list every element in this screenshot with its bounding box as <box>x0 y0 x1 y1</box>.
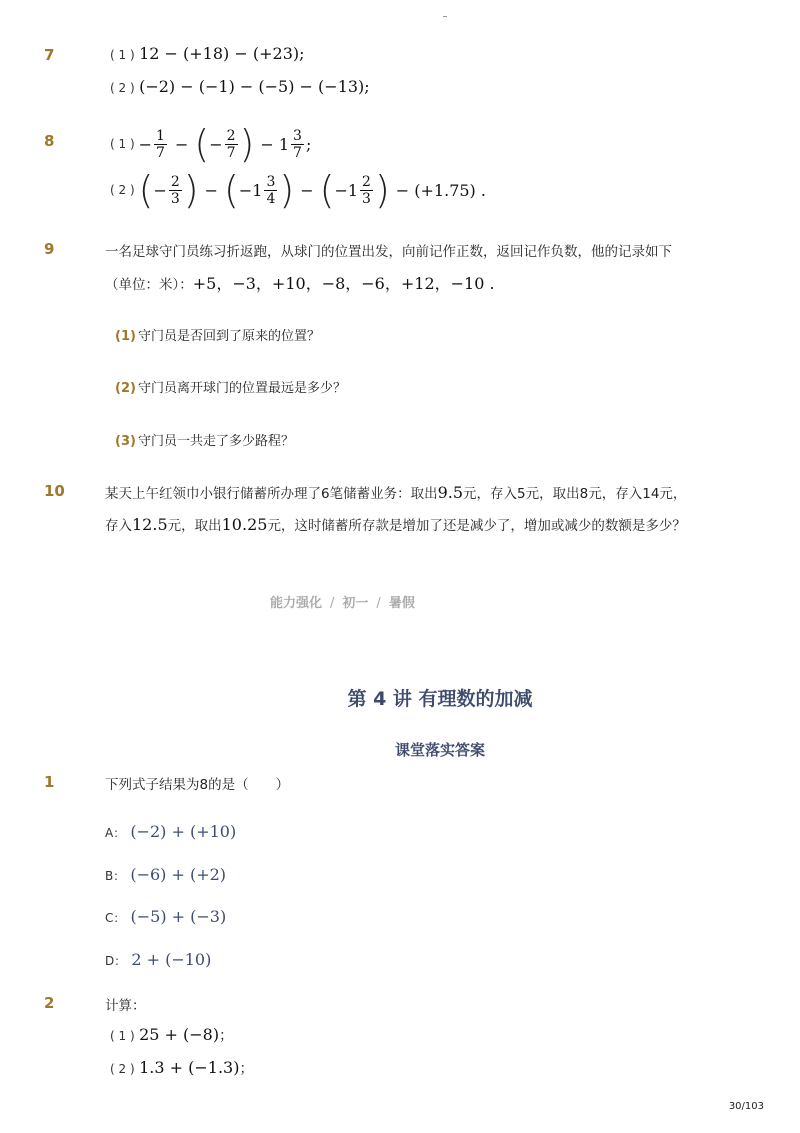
breadcrumb-item: 暑假 <box>388 596 415 611</box>
minus-sign: − <box>209 134 223 154</box>
breadcrumb-separator: / <box>376 596 381 611</box>
part-label: ( 2 ) <box>110 183 135 197</box>
fraction <box>291 128 304 161</box>
question-number: 7 <box>44 46 55 64</box>
math-expression: 1.3 + (−1.3) <box>139 1058 240 1077</box>
semicolon: ； <box>219 1028 234 1044</box>
part-label: ( 1 ) <box>110 48 135 62</box>
left-paren: ( <box>194 122 210 166</box>
q9-sub2 <box>115 377 346 396</box>
breadcrumb <box>270 592 415 611</box>
semicolon: ； <box>239 1061 254 1077</box>
sub-text: 守门员是否回到了原来的位置？ <box>137 329 320 344</box>
math-expression: 25 + (−8) <box>139 1025 220 1044</box>
numerator: 2 <box>170 173 180 190</box>
right-paren: ) <box>279 168 295 212</box>
q9-line1: 一名足球守门员练习折返跑，从球门的位置出发，向前记作正数，返回记作负数，他的记录如下 <box>105 244 672 260</box>
option-b <box>105 865 226 884</box>
q8-part1 <box>110 120 311 168</box>
q2-part2 <box>110 1058 253 1078</box>
option-a <box>105 822 236 841</box>
math-expression: (−2) − (−1) − (−5) − (−13); <box>139 77 370 96</box>
breadcrumb-item: 初一 <box>342 596 369 611</box>
operator: − <box>174 134 189 154</box>
left-paren: ( <box>319 168 335 212</box>
math-expression: 2 + (−10) <box>131 950 212 969</box>
math-expression: (−5) + (−3) <box>130 907 227 926</box>
math-number: 9.5 <box>437 483 464 502</box>
breadcrumb-item: 能力强化 <box>270 596 323 611</box>
mixed-whole: −1 <box>334 180 359 200</box>
text-segment: 元，取出 <box>167 518 222 534</box>
part-label: ( 1 ) <box>110 1029 135 1043</box>
part-label: ( 2 ) <box>110 1062 135 1076</box>
fraction <box>154 128 167 161</box>
right-paren: ) <box>183 168 199 212</box>
sub-text: 守门员一共走了多少路程？ <box>137 434 294 449</box>
minus-sign: − <box>138 134 153 154</box>
right-paren: ) <box>239 122 255 166</box>
sub-label: (1) <box>115 329 136 344</box>
q9-sub1 <box>115 325 320 344</box>
denominator: 3 <box>170 190 180 207</box>
fraction <box>264 174 277 207</box>
text-segment: 元，存入5元，取出8元，存入14元， <box>463 486 687 502</box>
top-mark <box>443 16 447 17</box>
q9-sub3 <box>115 430 294 449</box>
numerator: 2 <box>226 127 236 144</box>
math-number: 12.5 <box>132 515 168 534</box>
q10-line1 <box>105 482 686 502</box>
left-paren: ( <box>138 168 154 212</box>
mixed-whole: − 1 <box>260 134 290 154</box>
math-expression: (−6) + (+2) <box>130 865 227 884</box>
math-expression: (−2) + (+10) <box>130 822 237 841</box>
numerator: 3 <box>293 127 302 144</box>
question-number: 9 <box>44 240 55 258</box>
semicolon: ; <box>305 134 312 154</box>
minus-sign: − <box>153 180 167 200</box>
text-segment: 某天上午红领巾小银行储蓄所办理了6笔储蓄业务：取出 <box>105 486 438 502</box>
option-label: D： <box>105 954 127 968</box>
q1-stem: 下列式子结果为8的是（ ） <box>105 777 290 793</box>
option-label: A： <box>105 826 126 840</box>
denominator: 7 <box>293 144 302 161</box>
part-label: ( 1 ) <box>110 137 135 151</box>
denominator: 4 <box>266 190 276 207</box>
mixed-whole: −1 <box>238 180 263 200</box>
denominator: 7 <box>156 144 165 161</box>
q7-part1 <box>110 44 305 63</box>
q9-unit-text: （单位：米）： <box>105 277 193 293</box>
part-label: ( 2 ) <box>110 81 135 95</box>
math-number: 10.25 <box>221 515 268 534</box>
sub-label: (3) <box>115 434 136 449</box>
text-segment: 元，这时储蓄所存款是增加了还是减少了，增加或减少的数额是多少？ <box>267 518 686 534</box>
lesson-title: 第 4 讲 有理数的加减 <box>347 688 533 710</box>
q10-line2 <box>105 514 686 534</box>
fraction <box>360 174 373 207</box>
numerator: 3 <box>266 173 276 190</box>
denominator: 3 <box>362 190 371 207</box>
option-label: C： <box>105 911 126 925</box>
question-number: 1 <box>44 773 55 791</box>
page-number: 30/103 <box>728 1101 764 1112</box>
breadcrumb-separator: / <box>330 596 335 611</box>
math-expression: 12 − (+18) − (+23); <box>139 44 305 63</box>
denominator: 7 <box>226 144 236 161</box>
math-expression: +5，−3，+10，−8，−6，+12，−10 . <box>192 274 495 293</box>
text-segment: 存入 <box>105 518 132 534</box>
question-number: 10 <box>44 482 65 500</box>
option-label: B： <box>105 869 126 883</box>
q2-part1 <box>110 1025 233 1045</box>
question-number: 8 <box>44 132 55 150</box>
fraction <box>225 128 238 161</box>
operator: − <box>300 180 314 200</box>
option-d <box>105 950 211 969</box>
sub-text: 守门员离开球门的位置最远是多少？ <box>137 381 346 396</box>
q8-part2 <box>110 166 486 214</box>
numerator: 2 <box>362 173 371 190</box>
q7-part2 <box>110 77 370 96</box>
sub-label: (2) <box>115 381 136 396</box>
q2-stem: 计算： <box>105 998 146 1014</box>
right-paren: ) <box>374 168 390 212</box>
fraction <box>169 174 182 207</box>
left-paren: ( <box>224 168 239 212</box>
option-c <box>105 907 226 926</box>
numerator: 1 <box>156 127 165 144</box>
math-expression: − (+1.75) . <box>395 180 486 200</box>
question-number: 2 <box>44 994 55 1012</box>
q9-line2 <box>105 271 495 294</box>
operator: − <box>204 180 219 200</box>
section-subtitle: 课堂落实答案 <box>394 741 485 759</box>
